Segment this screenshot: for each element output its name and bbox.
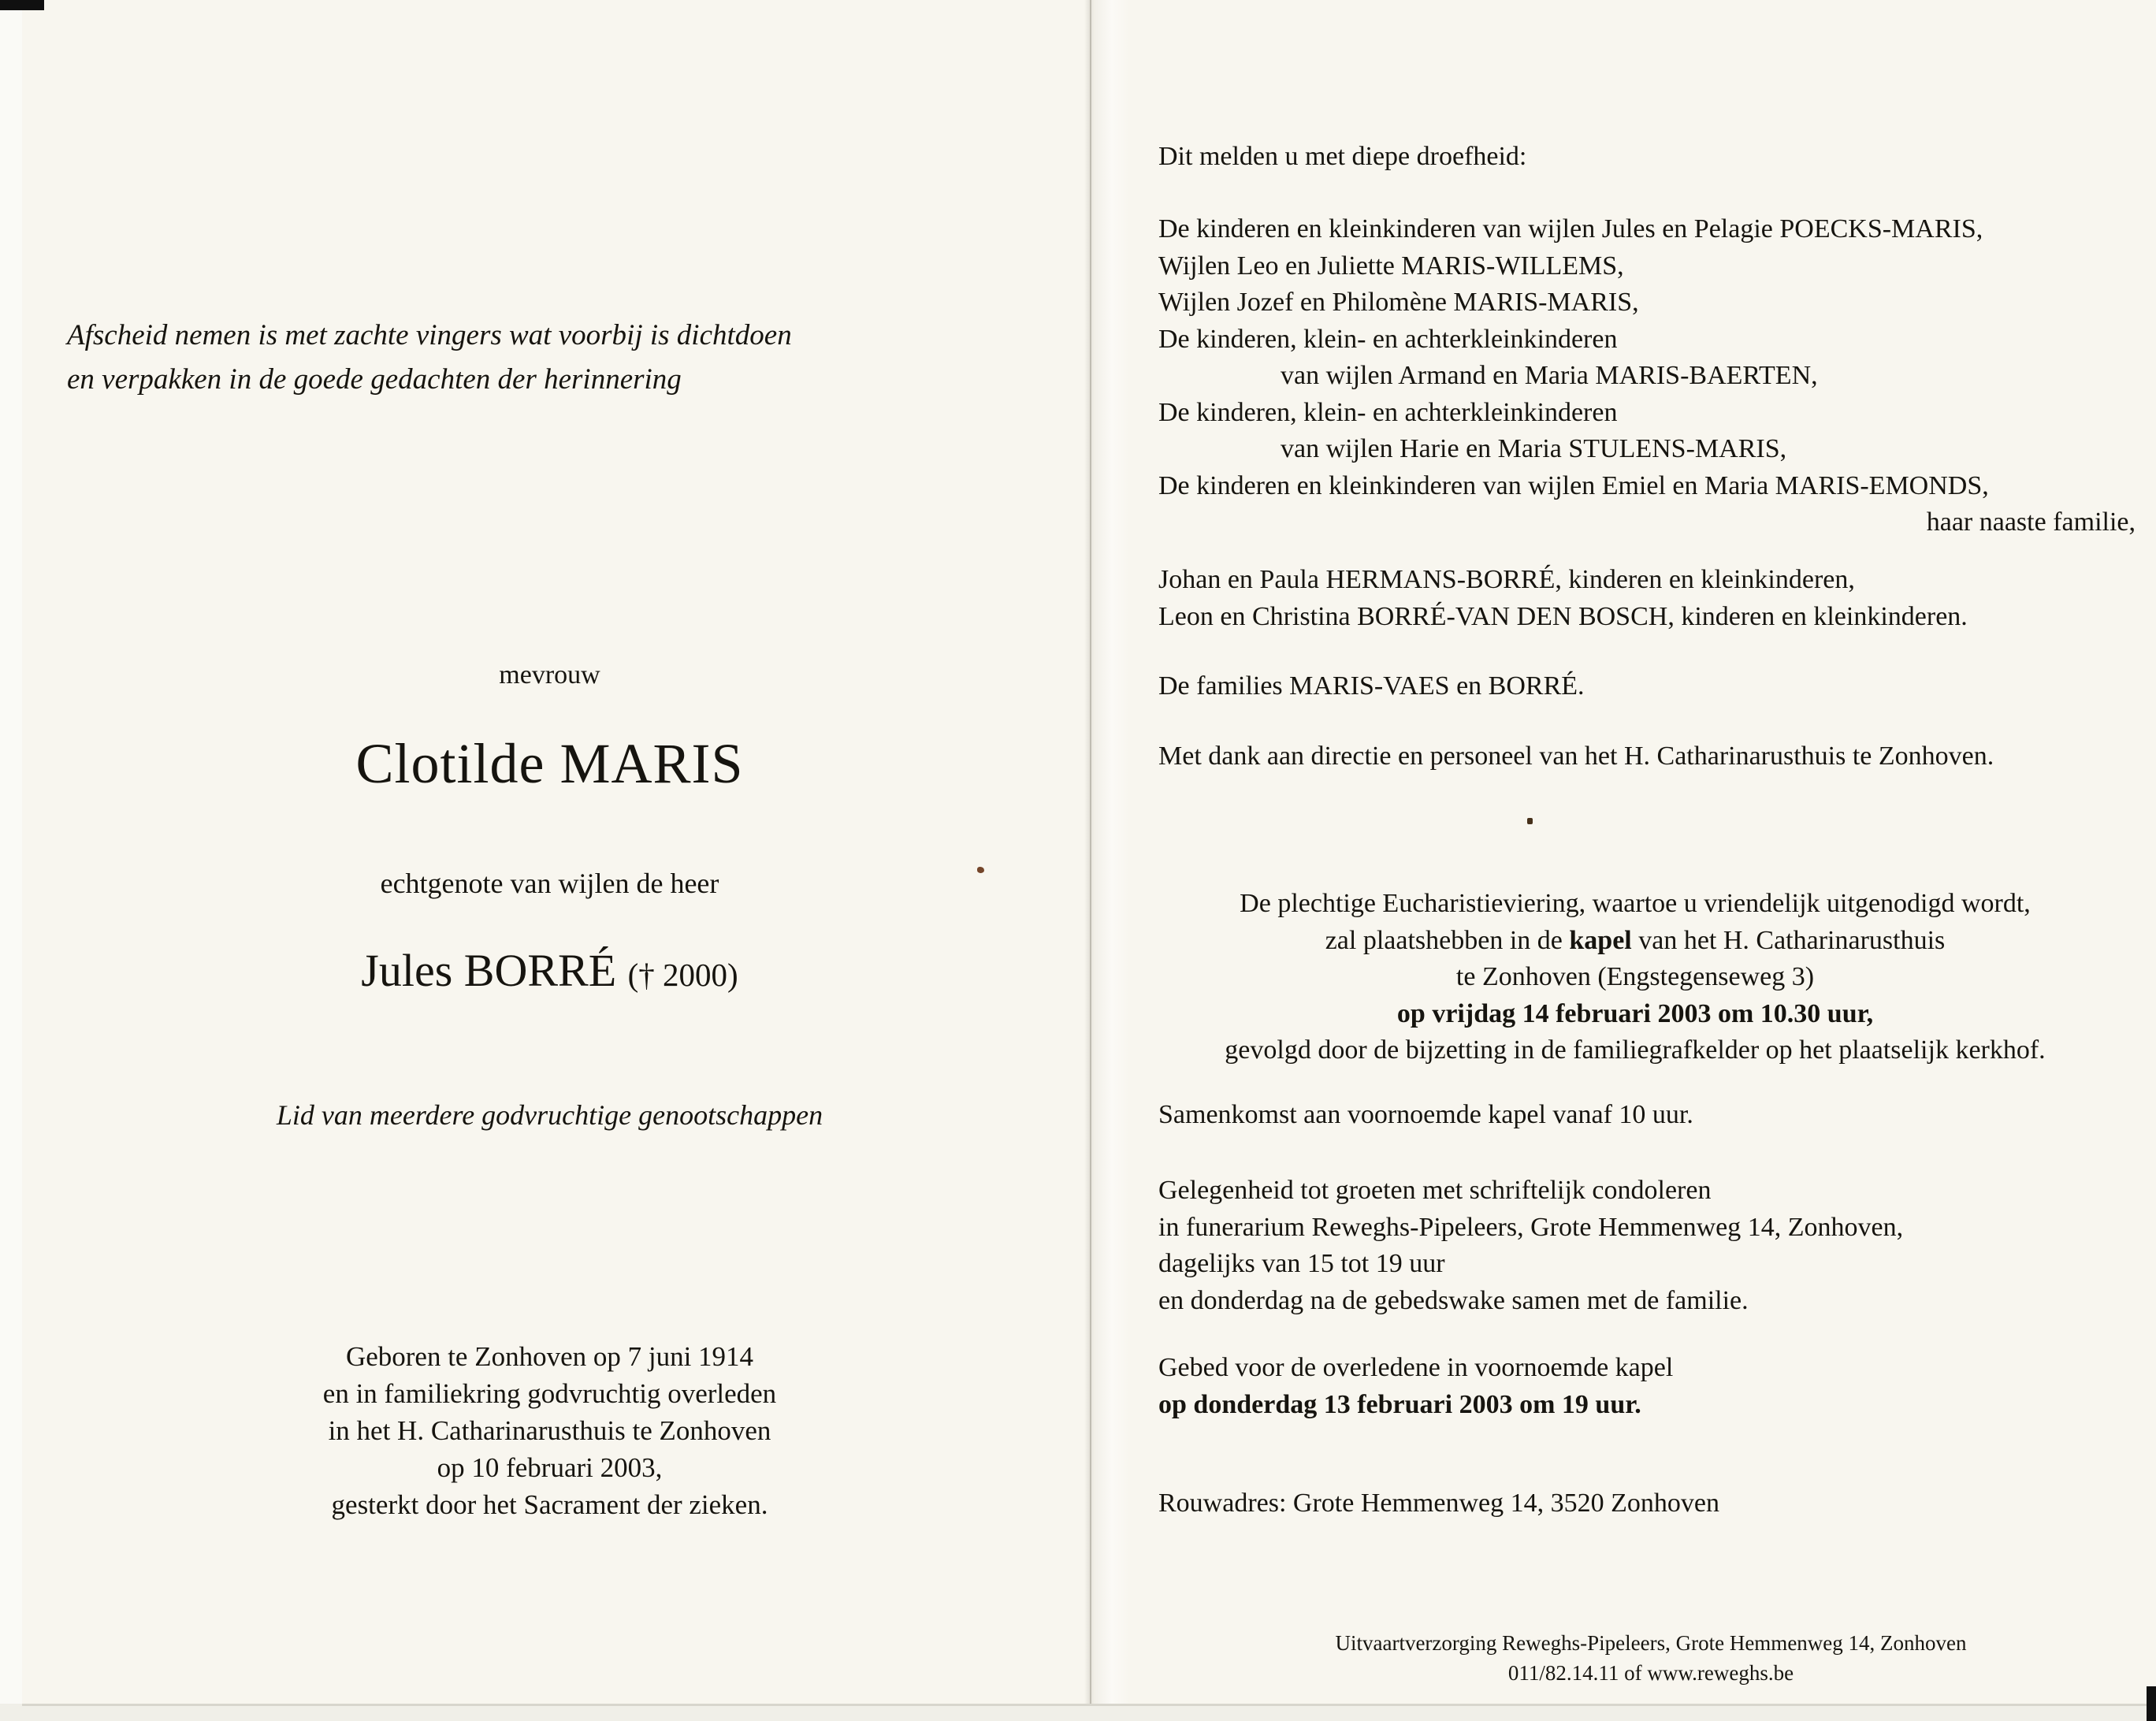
- service-line-2-post: van het H. Catharinarusthuis: [1631, 925, 1946, 955]
- family-line: De kinderen, klein- en achterkleinkinderen: [1158, 397, 1618, 427]
- life-dates-block: [67, 1338, 1032, 1523]
- spouse-name: Jules BORRÉ: [361, 945, 617, 996]
- service-line-1: De plechtige Eucharistieviering, waartoe u vriendelijk uitgenodigd wordt,: [1240, 889, 2031, 918]
- prayer-line-1: Gebed voor de overledene in voornoemde kapel: [1158, 1353, 1674, 1382]
- relatives-block: [1158, 562, 2136, 635]
- family-list: [1158, 211, 2136, 541]
- undertaker-footer: [1158, 1628, 2143, 1688]
- relatives-line: Leon en Christina BORRÉ-VAN DEN BOSCH, kinderen en kleinkinderen.: [1158, 601, 1968, 631]
- prayer-line-2: op donderdag 13 februari 2003 om 19 uur.: [1158, 1389, 1641, 1419]
- family-line: Wijlen Leo en Juliette MARIS-WILLEMS,: [1158, 251, 1624, 281]
- scan-artifact-top-left: [0, 0, 44, 10]
- service-block: [1147, 886, 2124, 1069]
- undertaker-footer-line-2: 011/82.14.11 of www.reweghs.be: [1507, 1661, 1794, 1685]
- membership-line: Lid van meerdere godvruchtige genootschappen: [276, 1099, 823, 1131]
- scanner-edge-strip: [0, 0, 22, 1704]
- family-line: De kinderen en kleinkinderen van wijlen Jules en Pelagie POECKS-MARIS,: [1158, 214, 1983, 243]
- family-line: De kinderen en kleinkinderen van wijlen Emiel en Maria MARIS-EMONDS,: [1158, 470, 1989, 500]
- family-line: van wijlen Harie en Maria STULENS-MARIS,: [1281, 434, 1787, 463]
- service-line-2: [1147, 923, 2124, 960]
- condolence-line: dagelijks van 15 tot 19 uur: [1158, 1249, 1445, 1278]
- paper-speck: [1527, 818, 1533, 824]
- relatives-line: Johan en Paula HERMANS-BORRÉ, kinderen en kleinkinderen,: [1158, 565, 1855, 594]
- condolence-line: in funerarium Reweghs-Pipeleers, Grote Hemmenweg 14, Zonhoven,: [1158, 1212, 1904, 1242]
- life-line: op 10 februari 2003,: [437, 1452, 663, 1483]
- family-line: De kinderen, klein- en achterkleinkinderen: [1158, 324, 1618, 354]
- salutation: mevrouw: [499, 660, 600, 690]
- condolence-block: [1158, 1173, 2136, 1319]
- opening-quote-line-2: en verpakken in de goede gedachten der herinnering: [67, 363, 682, 396]
- thanks-line: Met dank aan directie en personeel van het H. Catharinarusthuis te Zonhoven.: [1158, 742, 1994, 771]
- life-line: in het H. Catharinarusthuis te Zonhoven: [328, 1415, 771, 1446]
- service-line-4: op vrijdag 14 februari 2003 om 10.30 uur,: [1396, 998, 1874, 1028]
- undertaker-footer-line-1: Uitvaartverzorging Reweghs-Pipeleers, Grote Hemmenweg 14, Zonhoven: [1335, 1631, 1967, 1655]
- center-fold-line: [1090, 0, 1091, 1704]
- service-line-2-bold: kapel: [1569, 925, 1632, 955]
- deceased-name: Clotilde MARIS: [355, 732, 744, 795]
- condolence-line: en donderdag na de gebedswake samen met de familie.: [1158, 1285, 1749, 1315]
- prayer-block: [1158, 1350, 2136, 1423]
- life-line: Geboren te Zonhoven op 7 juni 1914: [345, 1341, 754, 1372]
- spouse-death-note: († 2000): [627, 957, 738, 993]
- condolence-line: Gelegenheid tot groeten met schriftelijk condoleren: [1158, 1176, 1712, 1205]
- gathering-line: Samenkomst aan voornoemde kapel vanaf 10 uur.: [1158, 1100, 1693, 1129]
- life-line: gesterkt door het Sacrament der zieken.: [331, 1489, 768, 1520]
- relation-line: echtgenote van wijlen de heer: [380, 868, 719, 899]
- announcement-line: Dit melden u met diepe droefheid:: [1158, 142, 1527, 171]
- family-line: haar naaste familie,: [1926, 507, 2136, 537]
- opening-quote: [67, 314, 934, 402]
- family-line: van wijlen Armand en Maria MARIS-BAERTEN,: [1281, 361, 1818, 390]
- service-line-5: gevolgd door de bijzetting in de familiegrafkelder op het plaatselijk kerkhof.: [1225, 1035, 2046, 1065]
- scan-artifact-bottom-right: [2147, 1686, 2156, 1721]
- service-line-3: te Zonhoven (Engstegenseweg 3): [1455, 962, 1815, 991]
- service-line-2-pre: zal plaatshebben in de: [1325, 925, 1570, 955]
- paper-speck: [977, 867, 984, 873]
- opening-quote-line-1: Afscheid nemen is met zachte vingers wat voorbij is dichtdoen: [67, 319, 792, 351]
- mourning-address-line: Rouwadres: Grote Hemmenweg 14, 3520 Zonhoven: [1158, 1489, 1719, 1518]
- family-line: Wijlen Jozef en Philomène MARIS-MARIS,: [1158, 288, 1639, 317]
- families-line: De families MARIS-VAES en BORRÉ.: [1158, 671, 1585, 701]
- spouse-line: [67, 944, 1032, 997]
- life-line: en in familiekring godvruchtig overleden: [322, 1378, 777, 1409]
